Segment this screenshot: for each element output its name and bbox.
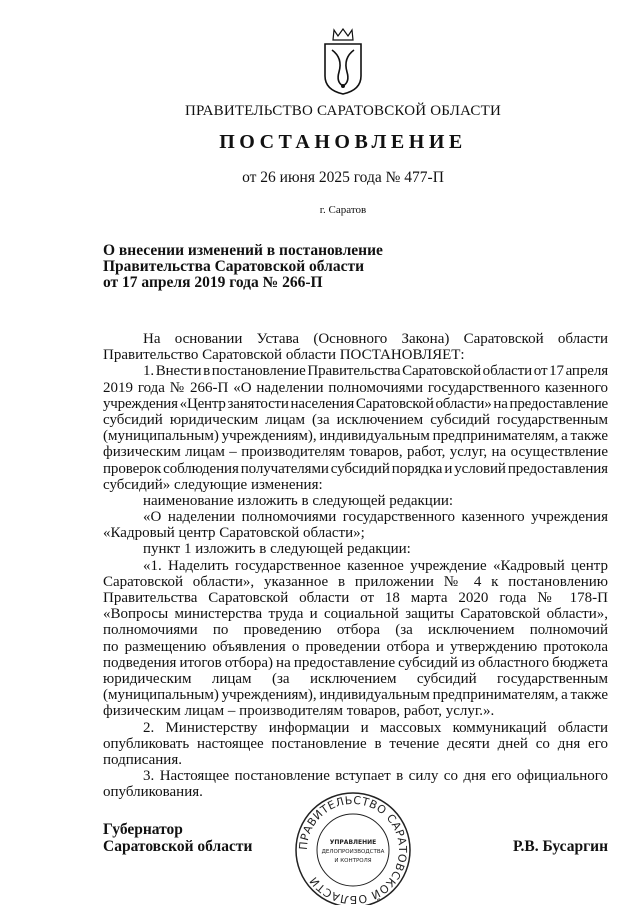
subject-line: О внесении изменений в постановление: [103, 242, 383, 259]
document-body: [103, 331, 608, 800]
signatory-position-line: Саратовской области: [103, 838, 253, 855]
document-subject: [103, 243, 383, 291]
body-text-line: На основании Устава (Основного Закона) Саратовской области: [143, 331, 608, 347]
signatory-name: Р.В. Бусаргин: [513, 838, 608, 855]
body-text-line: (муниципальным) учреждениям), индивидуальным предпринимателям, а также: [103, 687, 608, 704]
body-text-line: полномочиями по проведению отбора (за исключением полномочий: [103, 622, 608, 639]
body-text-line: 2. Министерству информации и массовых коммуникаций области: [143, 719, 608, 736]
body-text-line: опубликовать настоящее постановление в течение десяти дней со дня его: [103, 735, 608, 752]
body-text-line: учреждения «Центр занятости населения Саратовской области» на предоставление: [103, 395, 608, 412]
stamp-inner-line: УПРАВЛЕНИЕ: [329, 839, 377, 846]
subject-line: от 17 апреля 2019 года № 266-П: [103, 274, 323, 291]
body-text-line: физическим лицам – производителям товаров, работ, услуг.».: [103, 703, 495, 720]
body-text-line: субсидий» следующие изменения:: [103, 476, 323, 493]
signatory-position-line: Губернатор: [103, 821, 183, 838]
body-text-line: пункт 1 изложить в следующей редакции:: [143, 541, 411, 558]
body-text-line: по размещению объявления о проведении отбора и утверждению протокола: [103, 638, 608, 655]
body-text-line: 1. Внести в постановление Правительства Саратовской области от 17 апреля: [143, 363, 608, 380]
body-text-line: подведения итогов отбора) на предоставление субсидий из областного бюджета: [103, 654, 608, 671]
body-text-line: наименование изложить в следующей редакции:: [143, 492, 454, 509]
body-text-line: субсидий юридическим лицам (за исключением субсидий государственным: [103, 411, 608, 428]
body-text-line: «1. Наделить государственное казенное учреждение «Кадровый центр: [143, 557, 608, 574]
official-stamp: [293, 790, 413, 905]
document-date-number: от 26 июня 2025 года № 477-П: [242, 169, 444, 186]
stamp-inner-line: И КОНТРОЛЯ: [334, 858, 372, 864]
body-text-line: «О наделении полномочиями государственного казенного учреждения: [143, 509, 608, 526]
body-text-line: физическим лицам – производителям товаров, работ, услуг, на осуществление: [103, 444, 608, 461]
stamp-inner-line: ДЕЛОПРОИЗВОДСТВА: [321, 849, 385, 855]
body-text-line: опубликования.: [103, 784, 203, 801]
body-text-line: Правительства Саратовской области от 18 марта 2020 года № 178-П: [103, 590, 608, 606]
signatory-position: [103, 821, 252, 855]
issuing-authority: ПРАВИТЕЛЬСТВО САРАТОВСКОЙ ОБЛАСТИ: [184, 103, 502, 119]
body-text-line: 2019 года № 266-П «О наделении полномочиями государственного казенного: [103, 379, 608, 396]
document-type-title: ПОСТАНОВЛЕНИЕ: [219, 131, 467, 153]
body-text-line: подписания.: [103, 751, 182, 768]
body-text-line: проверок соблюдения получателями субсидий порядка и условий предоставления: [103, 460, 608, 477]
body-text-line: «Кадровый центр Саратовской области»;: [103, 525, 365, 542]
body-text-line: Правительство Саратовской области ПОСТАНОВЛЯЕТ:: [103, 347, 465, 364]
document-city: г. Саратов: [319, 204, 367, 216]
subject-line: Правительства Саратовской области: [103, 258, 364, 275]
body-text-line: 3. Настоящее постановление вступает в силу со дня его официального: [143, 768, 608, 785]
stamp-ring-text: ПРАВИТЕЛЬСТВО САРАТОВСКОЙ ОБЛАСТИ: [296, 793, 410, 905]
body-text-line: (муниципальным) учреждениям), индивидуальным предпринимателям, а также: [103, 428, 608, 445]
saratov-coat-of-arms-icon: [322, 28, 364, 96]
body-text-line: «Вопросы министерства труда и социальной защиты Саратовской области»,: [103, 606, 608, 623]
body-text-line: Саратовской области», указанное в приложении № 4 к постановлению: [103, 573, 608, 590]
body-text-line: юридическим лицам (за исключением субсидий государственным: [103, 670, 608, 687]
